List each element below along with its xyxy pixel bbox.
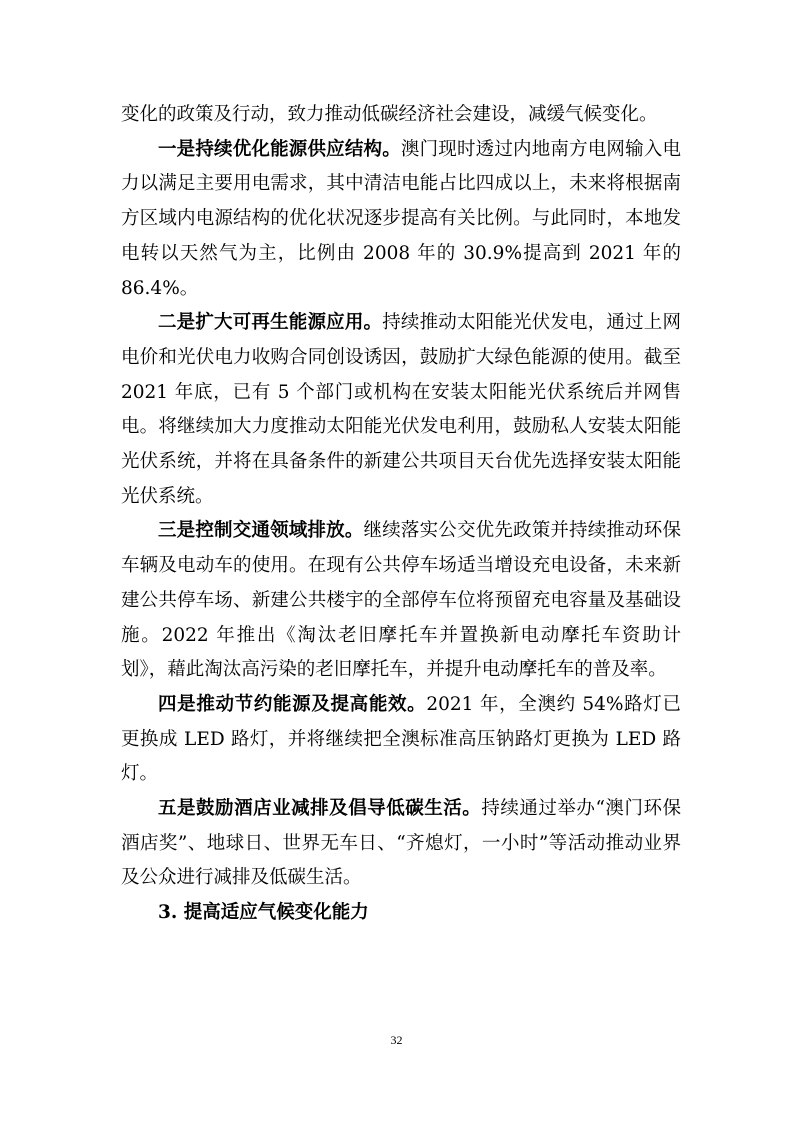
paragraph-text: 持续推动太阳能光伏发电，通过上网电价和光伏电力收购合同创设诱因，鼓励扩大绿色能源的使用。截至 2021 年底，已有 5 个部门或机构在安装太阳能光伏系统后并网售电。将继续加大力度推动太阳能光伏发电利用，鼓励私人安装太阳能光伏系统，并将在具备条件的新建公共项目天台优先选择安装太阳能光伏系统。 [121, 312, 681, 507]
paragraph-transport-emissions [121, 514, 681, 688]
document-body [121, 98, 681, 931]
paragraph-text: 持续通过举办“澳门环保酒店奖”、地球日、世界无车日、“齐熄灯，一小时”等活动推动业界及公众进行减排及低碳生活。 [121, 798, 681, 889]
paragraph-continuation [121, 98, 681, 133]
paragraph-lead: 一是持续优化能源供应结构。 [158, 138, 401, 160]
paragraph-lead: 三是控制交通领域排放。 [158, 520, 364, 542]
paragraph-hotel-low-carbon [121, 792, 681, 896]
paragraph-energy-supply [121, 133, 681, 307]
paragraph-lead: 二是扩大可再生能源应用。 [158, 312, 383, 334]
paragraph-lead: 五是鼓励酒店业减排及倡导低碳生活。 [158, 798, 482, 820]
section-heading: 3. 提高适应气候变化能力 [158, 902, 369, 924]
paragraph-energy-efficiency [121, 688, 681, 792]
page-number: 32 [390, 1033, 403, 1047]
paragraph-lead: 四是推动节约能源及提高能效。 [158, 693, 427, 715]
paragraph-text: 变化的政策及行动，致力推动低碳经济社会建设，减缓气候变化。 [121, 104, 658, 125]
paragraph-text: 2021 年，全澳约 54%路灯已更换成 LED 路灯，并将继续把全澳标准高压钠路灯更换为 LED 路灯。 [121, 693, 681, 785]
paragraph-text: 继续落实公交优先政策并持续推动环保车辆及电动车的使用。在现有公共停车场适当增设充电设备，未来新建公共停车场、新建公共楼宇的全部停车位将预留充电容量及基础设施。2022 年推出《淘汰老旧摩托车并置换新电动摩托车资助计划》，藉此淘汰高污染的老旧摩托车，并提升电动摩托车的普及率。 [121, 520, 681, 681]
paragraph-renewable-energy [121, 306, 681, 514]
paragraph-text: 澳门现时透过内地南方电网输入电力以满足主要用电需求，其中清洁电能占比四成以上，未来将根据南方区域内电源结构的优化状况逐步提高有关比例。与此同时，本地发电转以天然气为主，比例由 2008 年的 30.9%提高到 2021 年的 86.4%。 [121, 138, 681, 299]
